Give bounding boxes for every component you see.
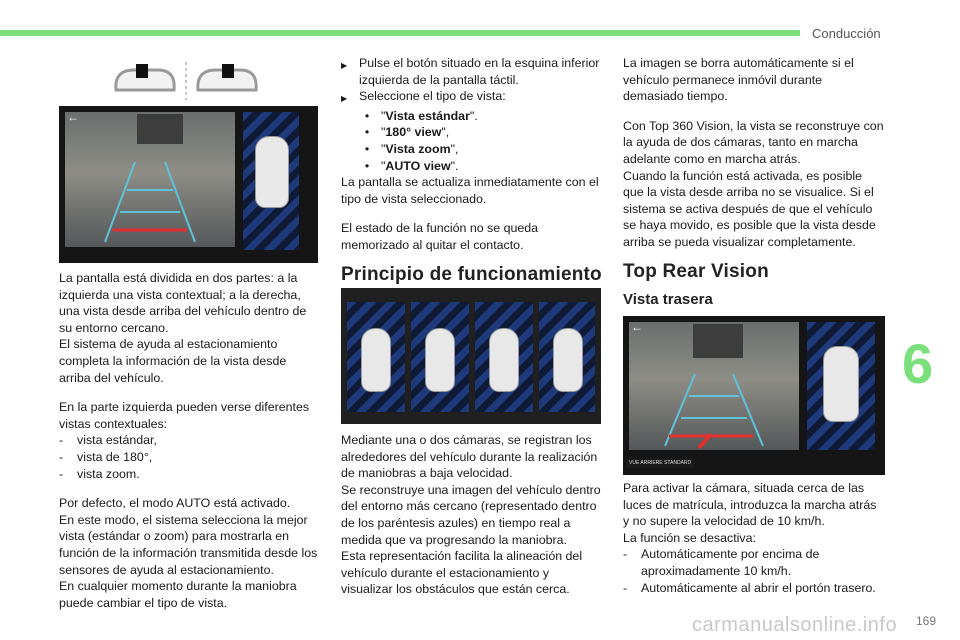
paragraph: Esta representación facilita la alineación del vehículo durante el estacionamiento y visualizar los obstáculos que están cerca. (341, 549, 583, 597)
paragraph: Cuando la función está activada, es posible que la vista desde arriba no se visualice. Si el sistema se activa después de que el vehículo se haya movido, es posible que la vista desde arriba se pueda visualizar completamente. (623, 168, 876, 249)
steering-wheel-illustration (106, 60, 266, 102)
step-marker-icon: ▶ (341, 61, 348, 70)
paragraph: La pantalla se actualiza inmediatamente con el tipo de vista seleccionado. (341, 175, 599, 206)
screen-caption: VUE ARRIERE STANDARD (625, 458, 695, 468)
column-1 (59, 270, 319, 624)
principle-sequence-image (341, 288, 601, 424)
chapter-tab-number: 6 (902, 332, 934, 395)
view-option: • "Vista estándar". (364, 108, 478, 123)
paragraph: Por defecto, el modo AUTO está activado. (59, 496, 291, 511)
list-item: - Automáticamente por encima de aproximadamente 10 km/h. (623, 547, 820, 578)
paragraph: El sistema de ayuda al estacionamiento completa la información de la vista desde arriba del vehículo. (59, 337, 287, 385)
column-3 (623, 55, 885, 309)
page-number: 169 (916, 614, 937, 628)
section-title: Conducción (812, 26, 881, 41)
list-item: - vista estándar, (59, 433, 157, 448)
view-option: • "180° view", (364, 125, 450, 140)
paragraph: La pantalla está dividida en dos partes: a la izquierda una vista contextual; a la derecha, una vista desde arriba del vehículo dentro de su entorno cercano. (59, 271, 307, 335)
step: ▶ Pulse el botón situado en la esquina inferior izquierda de la pantalla táctil. (341, 56, 600, 87)
step: ▶ Seleccione el tipo de vista: (341, 88, 603, 108)
section-heading: Principio de funcionamiento (341, 263, 602, 285)
list-item: - vista de 180°, (59, 449, 153, 464)
chapter-color-bar (0, 30, 800, 36)
paragraph: Con Top 360 Vision, la vista se reconstruye con la ayuda de dos cámaras, tanto en marcha adelante como en marcha atrás. (623, 118, 884, 166)
paragraph: En cualquier momento durante la maniobra puede cambiar el tipo de vista. (59, 579, 297, 610)
view-option: • "Vista zoom", (364, 141, 459, 156)
rear-camera-image (623, 316, 885, 475)
step-marker-icon: ▶ (341, 94, 348, 104)
paragraph: El estado de la función no se queda memorizado al quitar el contacto. (341, 221, 539, 252)
paragraph: Mediante una o dos cámaras, se registran los alrededores del vehículo durante la realización de maniobras a baja velocidad. (341, 433, 598, 481)
column-3-bottom (623, 480, 885, 596)
paragraph: En este modo, el sistema selecciona la mejor vista (estándar o zoom) para mostrarla en función de la información transmitida desde los sensores de ayuda al estacionamiento. (59, 512, 318, 577)
list-item: - vista zoom. (59, 466, 140, 481)
list-item: - Automáticamente al abrir el portón trasero. (623, 580, 876, 595)
paragraph: La función se desactiva: (623, 530, 756, 545)
subsection-heading: Vista trasera (623, 291, 713, 309)
back-arrow-icon: ← (67, 110, 79, 124)
paragraph: La imagen se borra automáticamente si el vehículo permanece inmóvil durante demasiado tiempo. (623, 56, 854, 104)
column-2 (341, 55, 603, 283)
paragraph: En la parte izquierda pueden verse diferentes vistas contextuales: (59, 400, 310, 431)
back-arrow-icon: ← (631, 320, 643, 334)
split-screen-image (59, 106, 318, 263)
paragraph: Se reconstruye una imagen del vehículo dentro del entorno más cercano (representado dentro de los paréntesis azules) en tiempo real a medida que va progresando la maniobra. (341, 482, 601, 547)
paragraph: Para activar la cámara, situada cerca de las luces de matrícula, introduzca la marcha atrás y no supere la velocidad de 10 km/h. (623, 481, 877, 529)
section-heading: Top Rear Vision (623, 260, 769, 282)
column-2-bottom (341, 432, 603, 611)
watermark: carmanualsonline.info (692, 614, 898, 636)
view-option: • "AUTO view". (364, 158, 459, 173)
